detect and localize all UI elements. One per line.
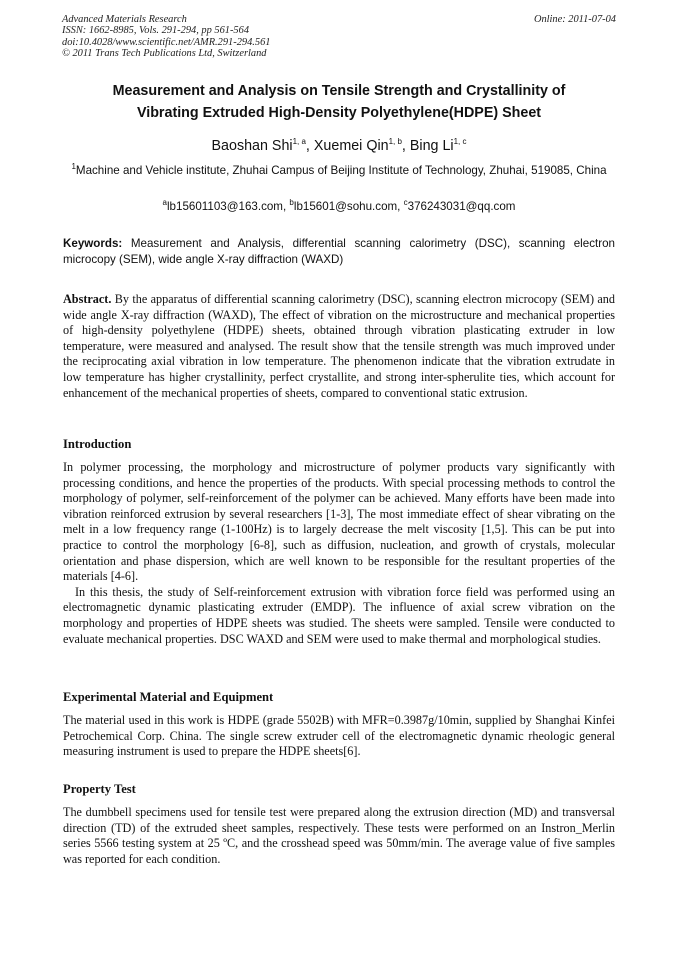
abstract-label: Abstract. (63, 292, 112, 306)
author-name: Baoshan Shi (211, 138, 293, 154)
email-mark: a (162, 198, 167, 208)
material-body (63, 713, 615, 760)
copyright-line: © 2011 Trans Tech Publications Ltd, Switzerland (62, 48, 267, 60)
journal-name: Advanced Materials Research (62, 14, 187, 25)
email-mark: c (403, 198, 408, 208)
author-list (40, 138, 638, 154)
property-paragraph-1: The dumbbell specimens used for tensile test were prepared along the extrusion direction (MD) and transversal direction (TD) of the extruded sheet samples, respectively. These tests were performed on an Instron_Merlin series 5566 testing system at 25 ºC, and the crosshead speed was 50mm/min. The average value of five samples was reported for each condition. (63, 805, 615, 866)
email-address: lb15601103@163.com (166, 200, 283, 213)
title-line-2: Vibrating Extruded High-Density Polyethylene(HDPE) Sheet (136, 105, 542, 121)
author-name: Xuemei Qin (313, 138, 389, 154)
material-heading: Experimental Material and Equipment (63, 690, 274, 704)
author-name: Bing Li (409, 138, 454, 154)
email-mark: b (289, 198, 294, 208)
affiliation (62, 163, 616, 178)
keywords-text: Measurement and Analysis, differential scanning calorimetry (DSC), scanning electron microcopy (SEM), wide angle X-ray diffraction (WAXD) (63, 237, 615, 266)
email-address: 376243031@qq.com (407, 200, 516, 213)
author-affiliation-mark: 1, c (453, 137, 467, 147)
abstract-text: By the apparatus of differential scanning calorimetry (DSC), scanning electron microcopy (SEM) and wide angle X-ray diffraction (WAXD), The effect of vibration on the microstructure and mechanical properties of high-density polyethylene (HDPE) sheets, obtained through vibration plasticating extruder in low temperature, were measured and analysed. The result show that the tensile strength was much improved under the reciprocating axial vibration in low temperature. The phenomenon indicate that the vibration extrudate in low temperature has higher crystallinity, perfect crystallite, and strong inter-spherulite ties, which account for enhancement of the mechanical properties of sheets, compared to conventional static extrusion. (63, 292, 615, 400)
introduction-heading: Introduction (63, 437, 132, 451)
introduction-body (63, 460, 615, 647)
email-address: lb15601@sohu.com (293, 200, 398, 213)
keywords-label: Keywords: (63, 237, 123, 250)
journal-header (62, 14, 616, 60)
property-body (63, 805, 615, 867)
email-separator: , (282, 200, 290, 213)
author-separator: , (401, 138, 410, 154)
title-line-1: Measurement and Analysis on Tensile Strength and Crystallinity of (112, 83, 566, 99)
property-heading: Property Test (63, 782, 136, 796)
email-list (40, 200, 638, 213)
email-separator: , (397, 200, 404, 213)
author-separator: , (305, 138, 314, 154)
paper-title (40, 80, 638, 124)
author-affiliation-mark: 1, a (292, 137, 306, 147)
online-date: Online: 2011-07-04 (533, 14, 616, 25)
keywords (63, 236, 615, 268)
author-affiliation-mark: 1, b (388, 137, 402, 147)
introduction-paragraph-2: In this thesis, the study of Self-reinforcement extrusion with vibration force field was performed using an electromagnetic dynamic plasticating extruder (EMDP). The influence of axial screw vibration on the morphology and properties of HDPE sheets was studied. The sheets were sampled. Tensile were conducted to evaluate mechanical properties. DSC WAXD and SEM were used to make thermal and morphological studies. (63, 584, 615, 646)
abstract (63, 292, 615, 401)
introduction-paragraph-1: In polymer processing, the morphology and microstructure of polymer products vary significantly with processing conditions, and hence the properties of the products. With special processing methods to control the morphology of polymer, self-reinforcement of the polymer can be achieved. Many efforts have been made into vibration reinforced extrusion by several researchers [1-3], The most immediate effect of shear vibrating on the melt in a low frequency range (1-100Hz) is to largely decrease the melt viscosity [1,5]. This can be put into practice to control the morphology [6-8], such as diffusion, nucleation, and growth of crystals, molecular orientation and phase dispersion, which are well known to be responsible for the resultant properties of the materials [4-6]. (63, 460, 615, 584)
material-paragraph-1: The material used in this work is HDPE (grade 5502B) with MFR=0.3987g/10min, supplied by Shanghai Kinfei Petrochemical Corp. China. The single screw extruder cell of the electromagnetic dynamic rheologic general measuring instrument is used to prepare the HDPE sheets[6]. (63, 713, 615, 759)
doi-line: doi:10.4028/www.scientific.net/AMR.291-294.561 (62, 36, 271, 48)
affiliation-text: Machine and Vehicle institute, Zhuhai Campus of Beijing Institute of Technology, Zhuhai, 519085, China (75, 164, 607, 177)
issn-line: ISSN: 1662-8985, Vols. 291-294, pp 561-564 (62, 25, 250, 37)
affiliation-mark: 1 (71, 162, 76, 172)
